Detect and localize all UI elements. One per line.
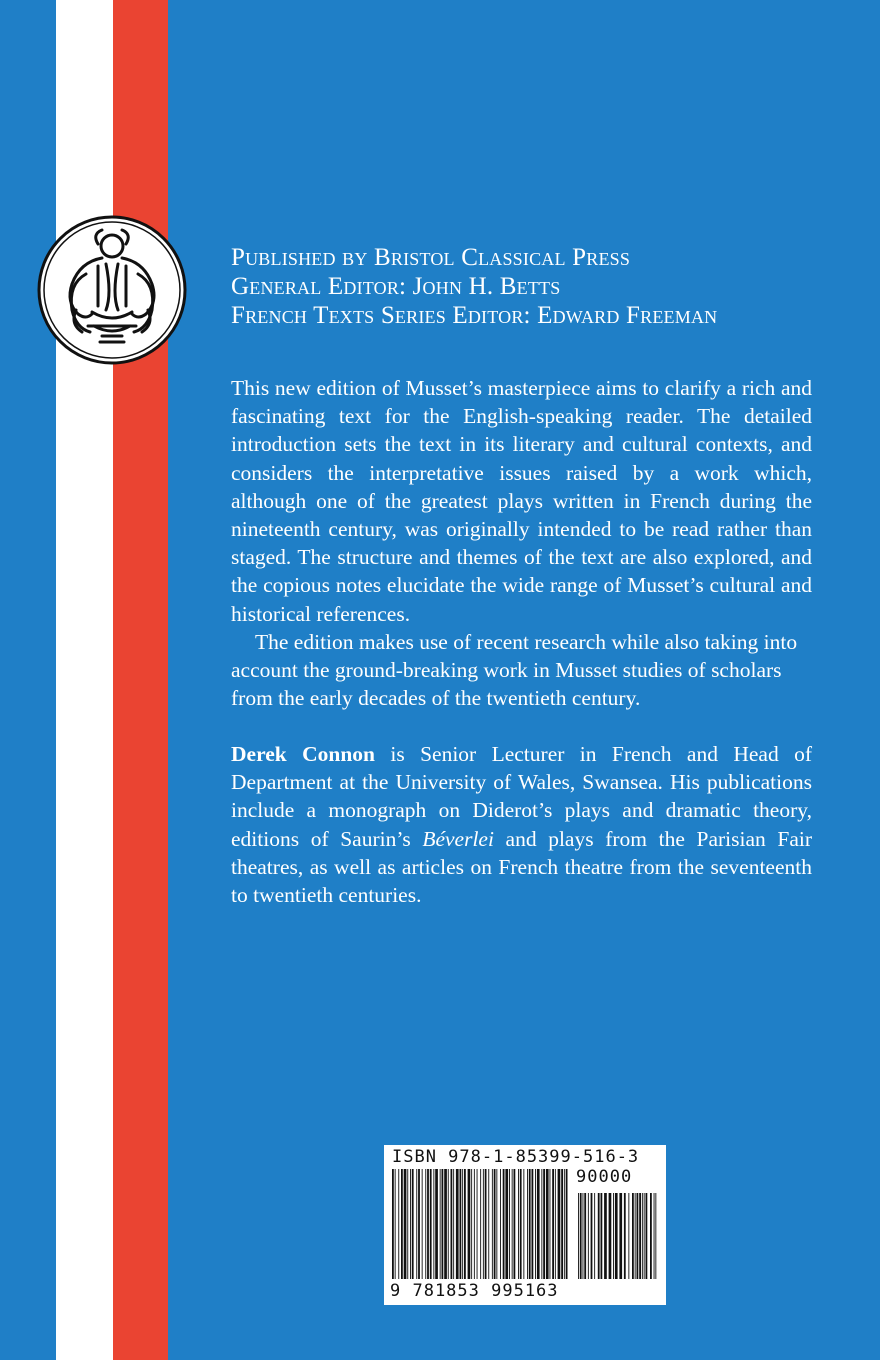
barcode-bar bbox=[485, 1169, 487, 1279]
barcode-addon-bar bbox=[650, 1193, 652, 1279]
barcode-bar bbox=[492, 1169, 493, 1279]
barcode-bar bbox=[444, 1169, 447, 1279]
barcode-bar bbox=[410, 1169, 411, 1279]
barcode-addon-bar bbox=[613, 1193, 614, 1279]
barcode-bar bbox=[460, 1169, 462, 1279]
publisher-line: Published by Bristol Classical Press bbox=[231, 244, 631, 271]
barcode-bar bbox=[464, 1169, 466, 1279]
barcode-addon-bar bbox=[619, 1193, 622, 1279]
barcode-bar bbox=[500, 1169, 501, 1279]
barcode-addon-bar bbox=[635, 1193, 636, 1279]
barcode-addon-bar bbox=[591, 1193, 593, 1279]
barcode-addon-bar bbox=[615, 1193, 618, 1279]
barcode-bar bbox=[555, 1169, 556, 1279]
barcode-bar bbox=[412, 1169, 414, 1279]
barcode-bar bbox=[543, 1169, 545, 1279]
barcode-bar bbox=[529, 1169, 531, 1279]
price-code: 90000 bbox=[576, 1167, 633, 1187]
general-editor-line: General Editor: John H. Betts bbox=[231, 273, 561, 300]
barcode-bar bbox=[483, 1169, 484, 1279]
book-blurb bbox=[231, 374, 812, 712]
barcode-bar bbox=[496, 1169, 497, 1279]
barcode-addon-bar bbox=[646, 1193, 648, 1279]
isbn-barcode bbox=[384, 1145, 666, 1305]
barcode-bar bbox=[520, 1169, 522, 1279]
barcode-bar bbox=[395, 1169, 396, 1279]
barcode-bar bbox=[430, 1169, 432, 1279]
barcode-bar bbox=[407, 1169, 408, 1279]
author-bio-paragraph bbox=[231, 740, 812, 909]
publisher-info bbox=[231, 243, 831, 330]
barcode-bar bbox=[564, 1169, 565, 1279]
blue-edge bbox=[0, 0, 56, 1360]
barcode-addon-bar bbox=[601, 1193, 603, 1279]
barcode-bar bbox=[404, 1169, 407, 1279]
barcode-bar bbox=[418, 1169, 420, 1279]
barcode-bar bbox=[456, 1169, 459, 1279]
barcode-bar bbox=[561, 1169, 563, 1279]
barcode-bar bbox=[425, 1169, 426, 1279]
book-title-italic: Béverlei bbox=[422, 826, 494, 851]
barcode-bar bbox=[527, 1169, 528, 1279]
red-stripe bbox=[113, 0, 168, 1360]
barcode-bar bbox=[448, 1169, 449, 1279]
bio-text-b: and plays from the Parisian Fair theatres, as well as articles on French theatre from the seventeenth to twentieth centuries. bbox=[231, 826, 812, 908]
barcode-addon-bar bbox=[578, 1193, 579, 1279]
barcode-bar bbox=[416, 1169, 417, 1279]
barcode-bar bbox=[505, 1169, 508, 1279]
barcode-addon-bar bbox=[584, 1193, 586, 1279]
publisher-logo-icon bbox=[36, 214, 188, 366]
barcode-bar bbox=[480, 1169, 481, 1279]
barcode-addon-bar bbox=[604, 1193, 607, 1279]
barcode-addon-bar bbox=[654, 1193, 655, 1279]
barcode-addon-bar bbox=[637, 1193, 639, 1279]
barcode-addon-bar bbox=[628, 1193, 629, 1279]
barcode-addon-bar bbox=[655, 1193, 656, 1279]
barcode-bar bbox=[451, 1169, 453, 1279]
barcode-bar bbox=[401, 1169, 403, 1279]
barcode-bar bbox=[514, 1169, 516, 1279]
blurb-paragraph-1: This new edition of Musset’s masterpiece aims to clarify a rich and fascinating text for the English-speaking reader. The detailed introduction sets the text in its literary and cultural contexts, and considers the interpretative issues raised by a work which, although one of the greatest plays written in French during the nineteenth century, was originally intended to be read rather than staged. The structure and themes of the text are also explored, and the copious notes elucidate the wide range of Musset’s cultural and historical references. bbox=[231, 376, 812, 626]
author-name: Derek Connon bbox=[231, 742, 375, 766]
barcode-bar bbox=[474, 1169, 475, 1279]
barcode-bar bbox=[488, 1169, 489, 1279]
barcode-bar bbox=[468, 1169, 471, 1279]
author-bio bbox=[231, 740, 812, 909]
barcode-bar bbox=[512, 1169, 513, 1279]
barcode-bar bbox=[558, 1169, 561, 1279]
barcode-bar bbox=[546, 1169, 549, 1279]
barcode-bar bbox=[427, 1169, 429, 1279]
barcode-bar bbox=[503, 1169, 505, 1279]
barcode-addon-bar bbox=[598, 1193, 600, 1279]
barcode-bar bbox=[535, 1169, 536, 1279]
barcode-addon-bar bbox=[639, 1193, 641, 1279]
barcode-bar bbox=[433, 1169, 434, 1279]
isbn-label: ISBN 978-1-85399-516-3 bbox=[392, 1147, 640, 1167]
barcode-addon-bar bbox=[588, 1193, 589, 1279]
barcode-addon-bar bbox=[644, 1193, 645, 1279]
barcode-addon-bar bbox=[642, 1193, 643, 1279]
barcode-bar bbox=[518, 1169, 519, 1279]
barcode-addon-bar bbox=[580, 1193, 582, 1279]
blurb-paragraph-2: The edition makes use of recent research while also taking into account the ground-breaking work in Musset studies of scholars from the early decades of the twentieth century. bbox=[231, 629, 798, 711]
bio-text-a: is Senior Lecturer in French and Head of Department at the University of Wales, Swansea. His publications include a monograph on Diderot’s plays and dramatic theory, editions of Saurin’s bbox=[231, 742, 812, 851]
barcode-bar bbox=[392, 1169, 394, 1279]
barcode-bar bbox=[523, 1169, 524, 1279]
barcode-bar bbox=[552, 1169, 554, 1279]
barcode-bar bbox=[494, 1169, 496, 1279]
barcode-bar bbox=[566, 1169, 568, 1279]
barcode-bar bbox=[422, 1169, 423, 1279]
barcode-bar bbox=[541, 1169, 542, 1279]
barcode-addon-bar bbox=[594, 1193, 595, 1279]
barcode-bar bbox=[550, 1169, 551, 1279]
barcode-bar bbox=[442, 1169, 444, 1279]
barcode-bar bbox=[398, 1169, 399, 1279]
barcode-addon-bar bbox=[609, 1193, 612, 1279]
barcode-bar bbox=[532, 1169, 534, 1279]
series-editor-line: French Texts Series Editor: Edward Freeman bbox=[231, 302, 718, 329]
barcode-addon-bar bbox=[632, 1193, 634, 1279]
barcode-bar bbox=[537, 1169, 540, 1279]
barcode-bar bbox=[509, 1169, 510, 1279]
barcode-addon-bar bbox=[583, 1193, 584, 1279]
barcode-bar bbox=[462, 1169, 463, 1279]
barcode-bar bbox=[477, 1169, 478, 1279]
barcode-bar bbox=[435, 1169, 438, 1279]
barcode-bar bbox=[453, 1169, 454, 1279]
barcode-addon-bar bbox=[624, 1193, 626, 1279]
barcode-bar bbox=[471, 1169, 472, 1279]
barcode-bar bbox=[440, 1169, 441, 1279]
ean-digits: 9 781853 995163 bbox=[390, 1281, 559, 1301]
white-stripe bbox=[56, 0, 113, 1360]
